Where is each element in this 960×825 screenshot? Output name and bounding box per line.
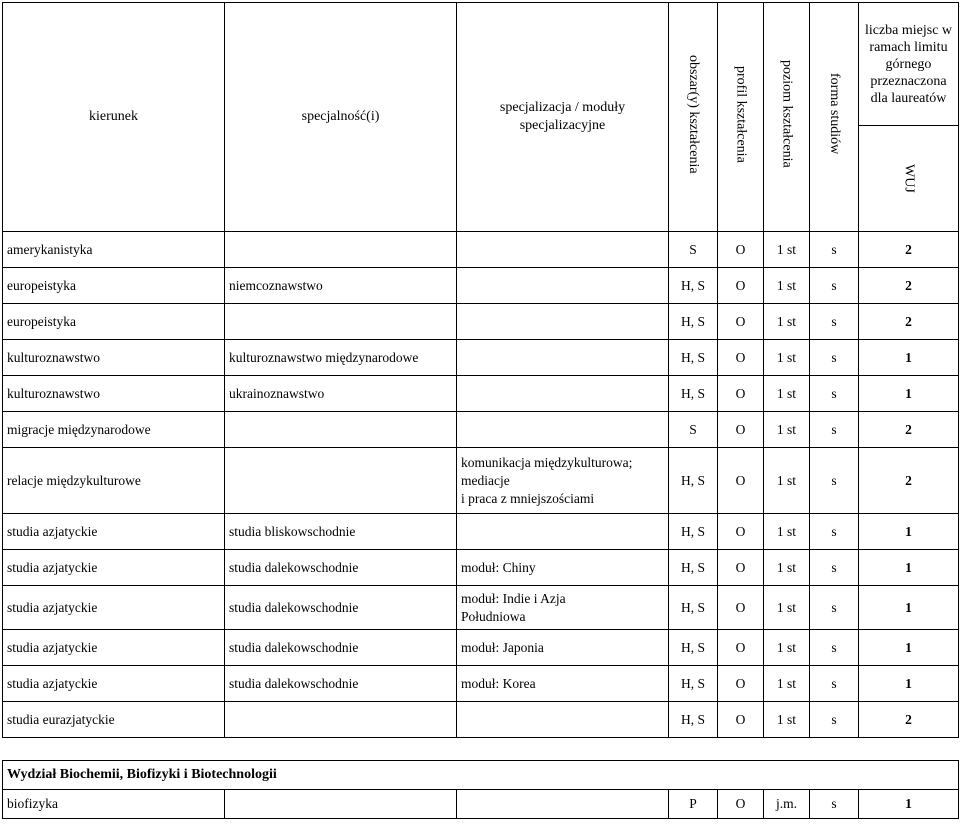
cell-liczba: 1	[859, 666, 959, 702]
cell-forma: s	[810, 586, 859, 630]
table-row	[3, 304, 959, 340]
cell-liczba: 1	[859, 550, 959, 586]
cell-liczba: 1	[859, 790, 959, 819]
cell-specjalnosc: kulturoznawstwo międzynarodowe	[225, 340, 457, 376]
cell-poziom: 1 st	[764, 412, 810, 448]
cell-specjalizacja	[457, 412, 669, 448]
cell-forma: s	[810, 340, 859, 376]
cell-specjalizacja	[457, 232, 669, 268]
cell-profil: O	[718, 340, 764, 376]
cell-specjalnosc	[225, 412, 457, 448]
cell-profil: O	[718, 376, 764, 412]
cell-forma: s	[810, 232, 859, 268]
cell-poziom: 1 st	[764, 666, 810, 702]
table-row	[3, 790, 959, 819]
cell-specjalizacja	[457, 790, 669, 819]
cell-forma: s	[810, 702, 859, 738]
cell-obszar: H, S	[669, 376, 718, 412]
cell-profil: O	[718, 790, 764, 819]
cell-poziom: 1 st	[764, 232, 810, 268]
cell-specjalnosc: studia bliskowschodnie	[225, 514, 457, 550]
cell-forma: s	[810, 304, 859, 340]
cell-liczba: 1	[859, 376, 959, 412]
cell-kierunek: amerykanistyka	[3, 232, 225, 268]
cell-poziom: 1 st	[764, 448, 810, 514]
cell-specjalizacja: moduł: Chiny	[457, 550, 669, 586]
table-row	[3, 412, 959, 448]
cell-kierunek: migracje międzynarodowe	[3, 412, 225, 448]
cell-liczba: 2	[859, 448, 959, 514]
header-kierunek: kierunek	[3, 3, 225, 232]
cell-profil: O	[718, 448, 764, 514]
cell-poziom: 1 st	[764, 586, 810, 630]
cell-obszar: S	[669, 232, 718, 268]
cell-liczba: 1	[859, 586, 959, 630]
cell-poziom: 1 st	[764, 340, 810, 376]
cell-kierunek: studia eurazjatyckie	[3, 702, 225, 738]
cell-kierunek: studia azjatyckie	[3, 630, 225, 666]
cell-liczba: 2	[859, 702, 959, 738]
cell-poziom: 1 st	[764, 702, 810, 738]
cell-profil: O	[718, 630, 764, 666]
table-row	[3, 702, 959, 738]
cell-kierunek: kulturoznawstwo	[3, 340, 225, 376]
cell-profil: O	[718, 514, 764, 550]
cell-forma: s	[810, 376, 859, 412]
cell-liczba: 2	[859, 232, 959, 268]
cell-specjalizacja	[457, 514, 669, 550]
cell-profil: O	[718, 666, 764, 702]
cell-specjalnosc: studia dalekowschodnie	[225, 586, 457, 630]
cell-poziom: 1 st	[764, 550, 810, 586]
cell-poziom: 1 st	[764, 630, 810, 666]
cell-liczba: 1	[859, 514, 959, 550]
table-row	[3, 586, 959, 630]
table-row	[3, 232, 959, 268]
cell-liczba: 1	[859, 630, 959, 666]
cell-specjalizacja: moduł: Japonia	[457, 630, 669, 666]
cell-specjalnosc	[225, 304, 457, 340]
cell-obszar: H, S	[669, 268, 718, 304]
cell-profil: O	[718, 550, 764, 586]
cell-obszar: H, S	[669, 550, 718, 586]
cell-specjalnosc: niemcoznawstwo	[225, 268, 457, 304]
cell-profil: O	[718, 412, 764, 448]
header-forma-label: forma studiów	[827, 73, 842, 155]
cell-poziom: 1 st	[764, 268, 810, 304]
cell-specjalnosc	[225, 790, 457, 819]
cell-obszar: S	[669, 412, 718, 448]
cell-liczba: 1	[859, 340, 959, 376]
cell-specjalizacja	[457, 304, 669, 340]
cell-poziom: 1 st	[764, 514, 810, 550]
header-profil	[718, 3, 764, 232]
header-wuj-label: WUJ	[901, 164, 917, 193]
header-specjalizacja: specjalizacja / moduły specjalizacyjne	[457, 3, 669, 232]
table-row	[3, 514, 959, 550]
cell-kierunek: europeistyka	[3, 304, 225, 340]
cell-obszar: H, S	[669, 448, 718, 514]
header-liczba-label: liczba miejsc w ramach limitu górnego przeznaczona dla laureatów	[859, 3, 958, 126]
cell-obszar: H, S	[669, 586, 718, 630]
cell-forma: s	[810, 448, 859, 514]
cell-specjalnosc: studia dalekowschodnie	[225, 630, 457, 666]
cell-forma: s	[810, 268, 859, 304]
cell-specjalnosc	[225, 702, 457, 738]
cell-kierunek: biofizyka	[3, 790, 225, 819]
cell-kierunek: studia azjatyckie	[3, 514, 225, 550]
cell-profil: O	[718, 304, 764, 340]
cell-kierunek: studia azjatyckie	[3, 666, 225, 702]
cell-forma: s	[810, 790, 859, 819]
cell-poziom: j.m.	[764, 790, 810, 819]
cell-kierunek: relacje międzykulturowe	[3, 448, 225, 514]
cell-obszar: H, S	[669, 340, 718, 376]
cell-liczba: 2	[859, 412, 959, 448]
cell-forma: s	[810, 666, 859, 702]
header-obszar-label: obszar(y) kształcenia	[686, 54, 701, 174]
enrollment-table	[2, 2, 959, 819]
cell-obszar: H, S	[669, 702, 718, 738]
table-row	[3, 376, 959, 412]
header-poziom-label: poziom kształcenia	[779, 60, 795, 168]
cell-liczba: 2	[859, 304, 959, 340]
cell-poziom: 1 st	[764, 304, 810, 340]
cell-profil: O	[718, 268, 764, 304]
header-obszar	[669, 3, 718, 232]
cell-obszar: P	[669, 790, 718, 819]
enrollment-table-container	[2, 2, 958, 819]
cell-profil: O	[718, 232, 764, 268]
cell-specjalizacja	[457, 340, 669, 376]
header-forma	[810, 3, 859, 232]
header-specjalnosc: specjalność(i)	[225, 3, 457, 232]
cell-forma: s	[810, 630, 859, 666]
cell-kierunek: europeistyka	[3, 268, 225, 304]
cell-specjalizacja: moduł: Indie i Azja Południowa	[457, 586, 669, 630]
faculty-name: Wydział Biochemii, Biofizyki i Biotechnologii	[3, 761, 959, 790]
cell-specjalizacja	[457, 268, 669, 304]
cell-poziom: 1 st	[764, 376, 810, 412]
cell-specjalnosc	[225, 232, 457, 268]
cell-specjalnosc: studia dalekowschodnie	[225, 550, 457, 586]
cell-specjalizacja	[457, 376, 669, 412]
spacer-cell	[3, 738, 959, 761]
cell-obszar: H, S	[669, 514, 718, 550]
cell-specjalnosc	[225, 448, 457, 514]
cell-specjalizacja: komunikacja międzykulturowa; mediacje i praca z mniejszościami	[457, 448, 669, 514]
cell-specjalnosc: studia dalekowschodnie	[225, 666, 457, 702]
cell-liczba: 2	[859, 268, 959, 304]
table-row	[3, 268, 959, 304]
cell-forma: s	[810, 514, 859, 550]
table-row	[3, 550, 959, 586]
cell-specjalizacja	[457, 702, 669, 738]
cell-specjalnosc: ukrainoznawstwo	[225, 376, 457, 412]
header-profil-label: profil kształcenia	[733, 65, 749, 163]
table-row	[3, 448, 959, 514]
faculty-header-row	[3, 761, 959, 790]
table-row	[3, 340, 959, 376]
cell-obszar: H, S	[669, 304, 718, 340]
cell-obszar: H, S	[669, 666, 718, 702]
cell-forma: s	[810, 550, 859, 586]
cell-kierunek: studia azjatyckie	[3, 586, 225, 630]
cell-kierunek: kulturoznawstwo	[3, 376, 225, 412]
spacer-row	[3, 738, 959, 761]
cell-profil: O	[718, 702, 764, 738]
header-row	[3, 3, 959, 232]
cell-forma: s	[810, 412, 859, 448]
table-row	[3, 630, 959, 666]
cell-kierunek: studia azjatyckie	[3, 550, 225, 586]
table-row	[3, 666, 959, 702]
header-poziom	[764, 3, 810, 232]
cell-obszar: H, S	[669, 630, 718, 666]
cell-profil: O	[718, 586, 764, 630]
cell-specjalizacja: moduł: Korea	[457, 666, 669, 702]
header-liczba	[859, 3, 959, 232]
